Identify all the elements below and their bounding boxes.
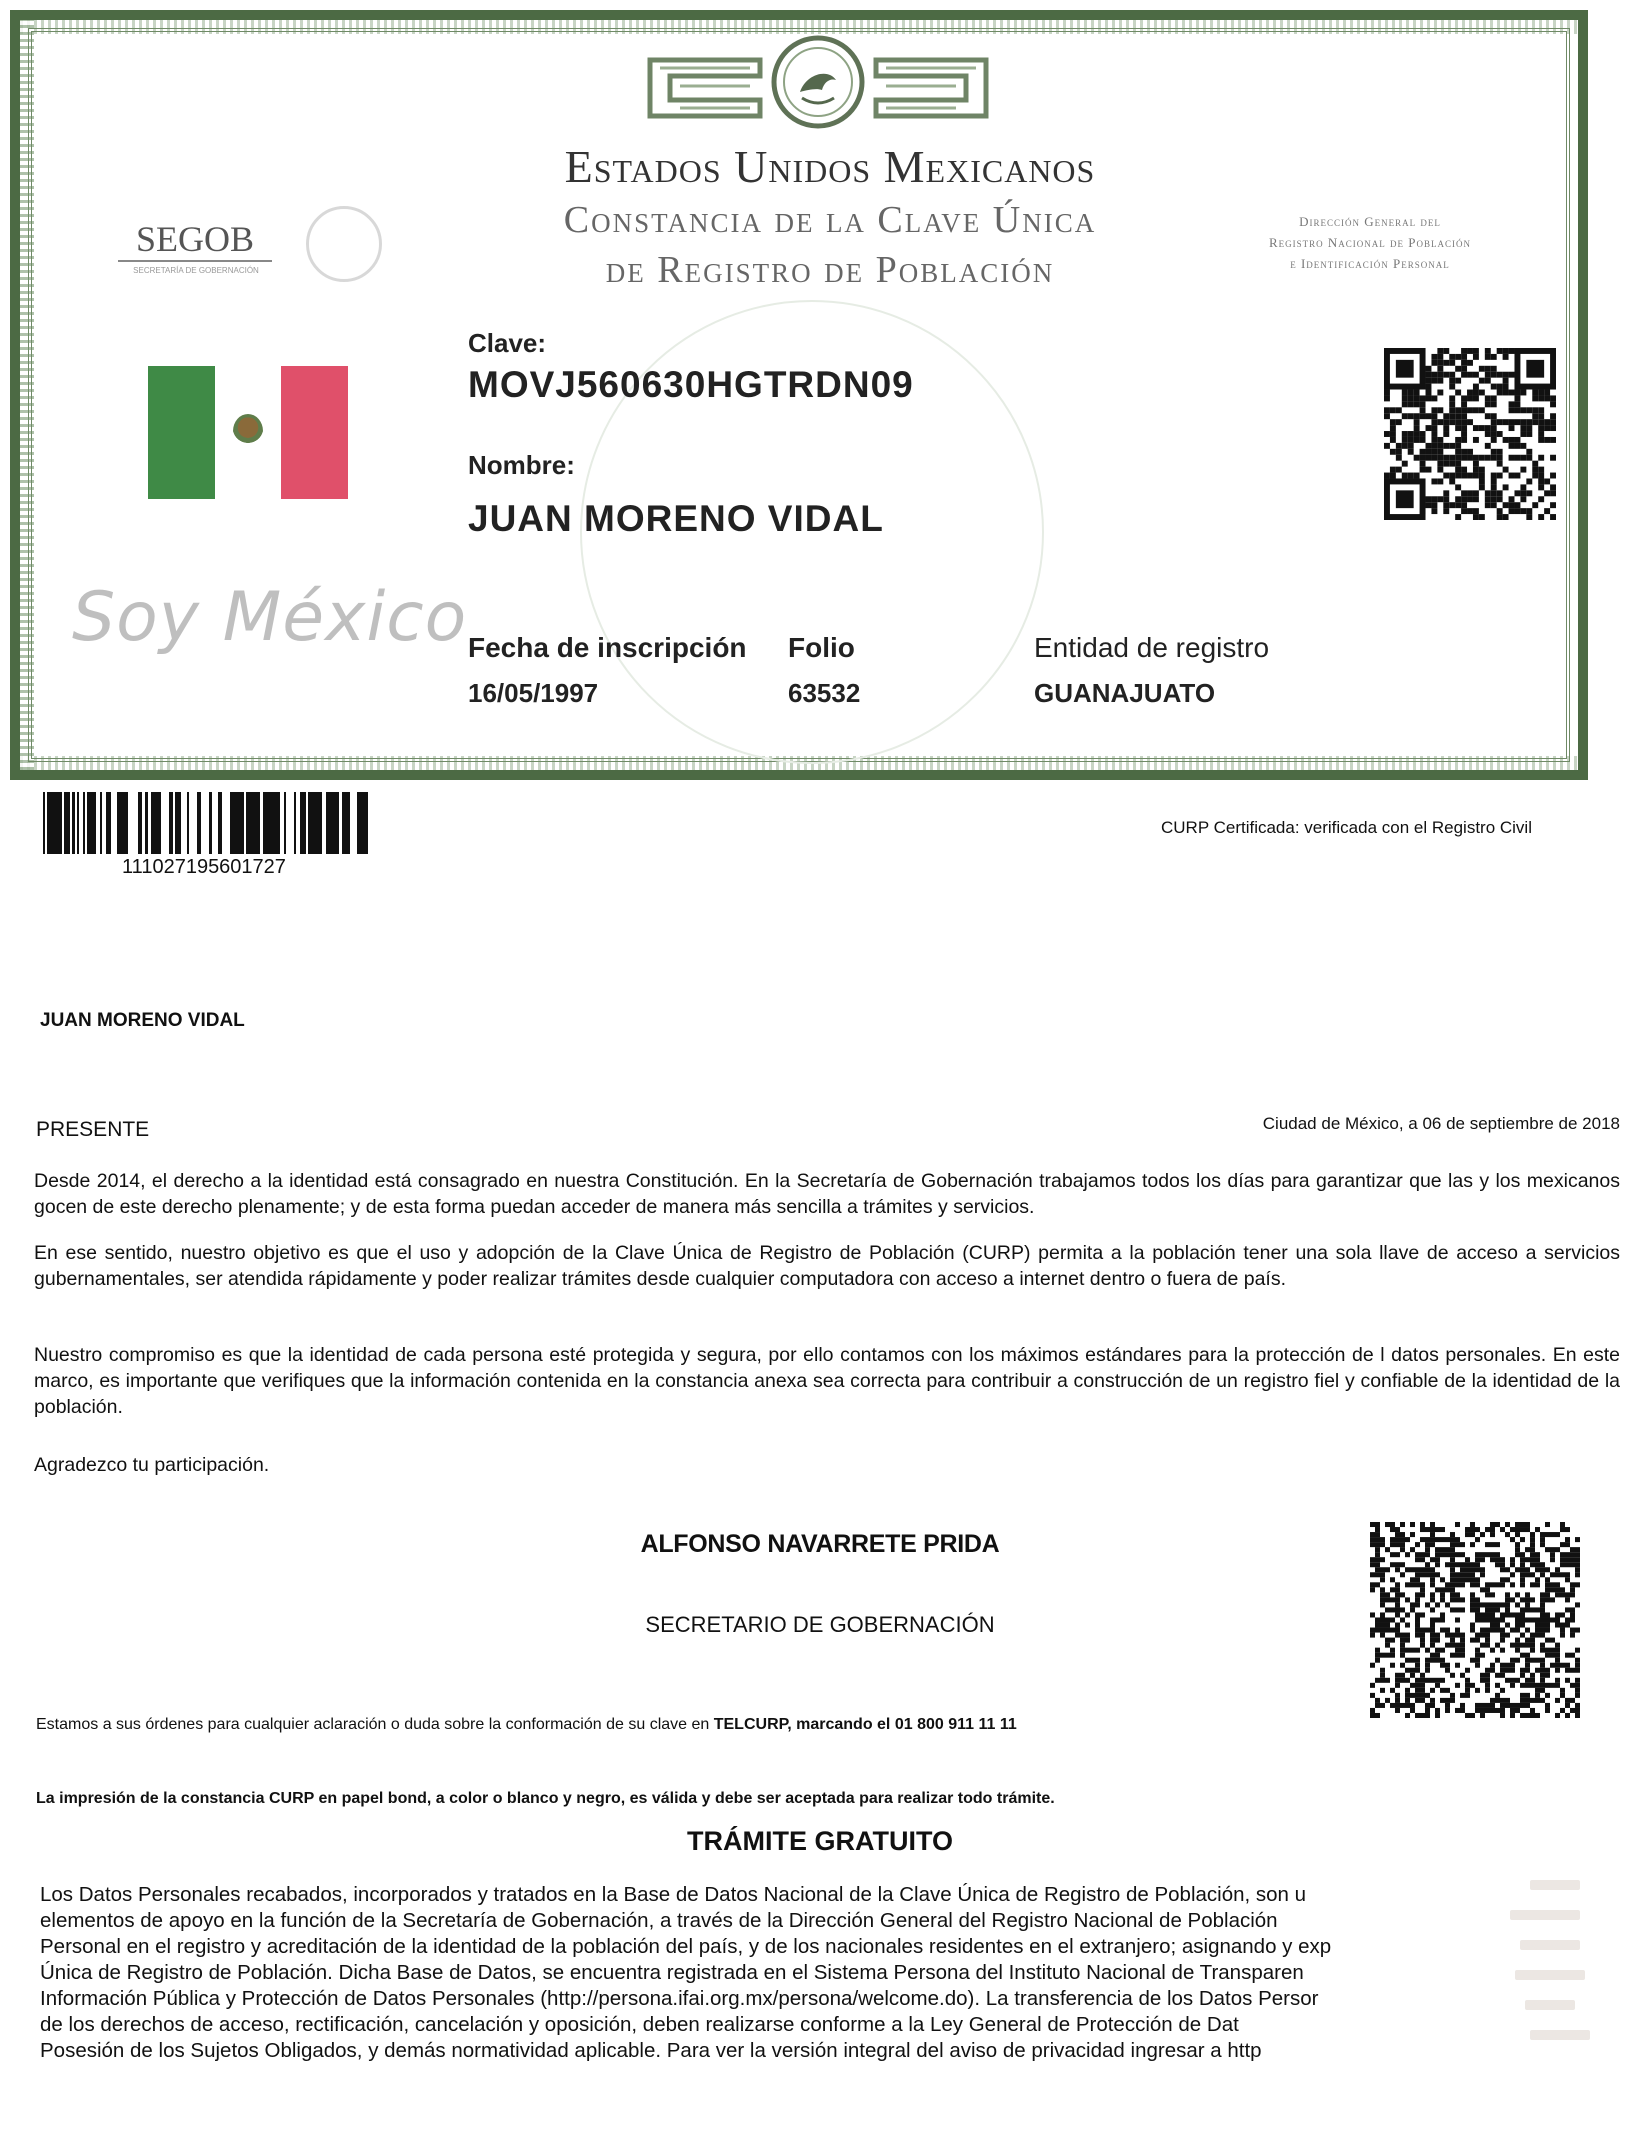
bond-paper-notice: La impresión de la constancia CURP en papel bond, a color o blanco y negro, es válida y debe ser aceptada para realizar todo trámite. [36,1790,1055,1807]
privacy-line: Información Pública y Protección de Datos Personales (http://persona.ifai.org.mx/persona/welcome.do). La transferencia de los Datos Persor [40,1987,1319,2010]
national-seal-icon [770,34,866,130]
nombre-label: Nombre: [468,450,575,480]
segob-logo-text: SEGOB [135,219,255,259]
letter-paragraph-3: Nuestro compromiso es que la identidad de cada persona esté protegida y segura, por ello contamos con los máximos estándares para la protección de l datos personales. En este marco, es importante que verifiques que la información contenida en la constancia anexa sea correcta para contribuir a construcción de un registro fiel y confiable de la identidad de la población. [34,1344,1620,1418]
qr-code-icon [1384,348,1556,520]
privacy-line: elementos de apoyo en la función de la Secretaría de Gobernación, a través de la Dirección General del Registro Nacional de Población [40,1909,1278,1932]
folio-value: 63532 [788,678,861,708]
segob-divider [118,260,272,262]
entidad-registro-value: GUANAJUATO [1034,678,1216,708]
fecha-inscripcion-value: 16/05/1997 [468,678,599,708]
signatory-name: ALFONSO NAVARRETE PRIDA [640,1530,1000,1558]
title-line-2: Constancia de la Clave Única [563,199,1097,241]
soy-mexico-slogan: Soy México [72,578,468,657]
privacy-line: Posesión de los Sujetos Obligados, y demás normatividad aplicable. Para ver la versión integral del aviso de privacidad ingresar a http [40,2039,1262,2062]
entidad-registro-label: Entidad de registro [1034,632,1270,663]
privacy-line: Los Datos Personales recabados, incorporados y tratados en la Base de Datos Nacional de la Clave Única de Registro de Población, son u [40,1883,1307,1906]
bleed-through-marks [1470,1870,1620,2090]
direccion-line-2: Registro Nacional de Población [1268,235,1472,250]
presente-label: PRESENTE [36,1118,150,1141]
letter-paragraph-2: En ese sentido, nuestro objetivo es que el uso y adopción de la Clave Única de Registro de Población (CURP) permita a la población tener una sola llave de acceso a servicios gubernamentales, ser atendida rápidamente y poder realizar trámites desde cualquier computadora con acceso a internet dentro o fuera de país. [34,1242,1620,1290]
clave-label: Clave: [468,328,547,358]
letter-paragraph-4: Agradezco tu participación. [34,1454,270,1476]
privacy-line: Única de Registro de Población. Dicha Base de Datos, se encuentra registrada en el Sistema Persona del Instituto Nacional de Transparen [40,1961,1304,1984]
barcode-number: 111027195601727 [122,856,286,878]
segob-subtitle: SECRETARÍA DE GOBERNACIÓN [133,266,259,275]
segob-seal-icon [306,206,382,282]
title-line-3: de Registro de Población [605,249,1055,291]
title-line-1: Estados Unidos Mexicanos [564,141,1096,192]
fecha-inscripcion-label: Fecha de inscripción [468,632,747,663]
folio-label: Folio [788,632,855,663]
privacy-line: de los derechos de acceso, rectificación, cancelación y oposición, deben realizarse conforme a la Ley General de Protección de Dat [40,2013,1239,2036]
letter-date: Ciudad de México, a 06 de septiembre de 2018 [1262,1114,1620,1133]
signatory-title: SECRETARIO DE GOBERNACIÓN [645,1612,995,1637]
addressee-name: JUAN MORENO VIDAL [40,1010,245,1031]
privacy-line: Personal en el registro y acreditación de la identidad de la población del país, y de los nacionales residentes en el extranjero; asignando y exp [40,1935,1332,1958]
direccion-line-3: e Identificación Personal [1290,256,1450,271]
telcurp-number: TELCURP, marcando el 01 800 911 11 11 [713,1716,1017,1733]
telcurp-text: Estamos a sus órdenes para cualquier aclaración o duda sobre la conformación de su clave en [36,1716,714,1733]
letter-paragraph-1: Desde 2014, el derecho a la identidad está consagrado en nuestra Constitución. En la Secretaría de Gobernación trabajamos todos los días para garantizar que las y los mexicanos gocen de este derecho plenamente; y de esta forma puedan acceder de manera más sencilla a trámites y servicios. [34,1170,1620,1218]
digital-seal-qr-icon [1370,1522,1580,1718]
curp-certificada-note: CURP Certificada: verificada con el Registro Civil [1161,818,1532,837]
barcode-icon [40,792,368,854]
privacy-notice [40,1882,1430,2064]
clave-value: MOVJ560630HGTRDN09 [468,364,914,405]
decorative-wings-left [640,40,770,130]
nombre-value: JUAN MORENO VIDAL [468,498,884,539]
telcurp-line [36,1716,1017,1734]
direccion-line-1: Dirección General del [1299,214,1441,229]
tramite-gratuito-heading: TRÁMITE GRATUITO [687,1826,953,1856]
decorative-wings-right [866,40,996,130]
mexican-flag-icon [148,366,348,499]
